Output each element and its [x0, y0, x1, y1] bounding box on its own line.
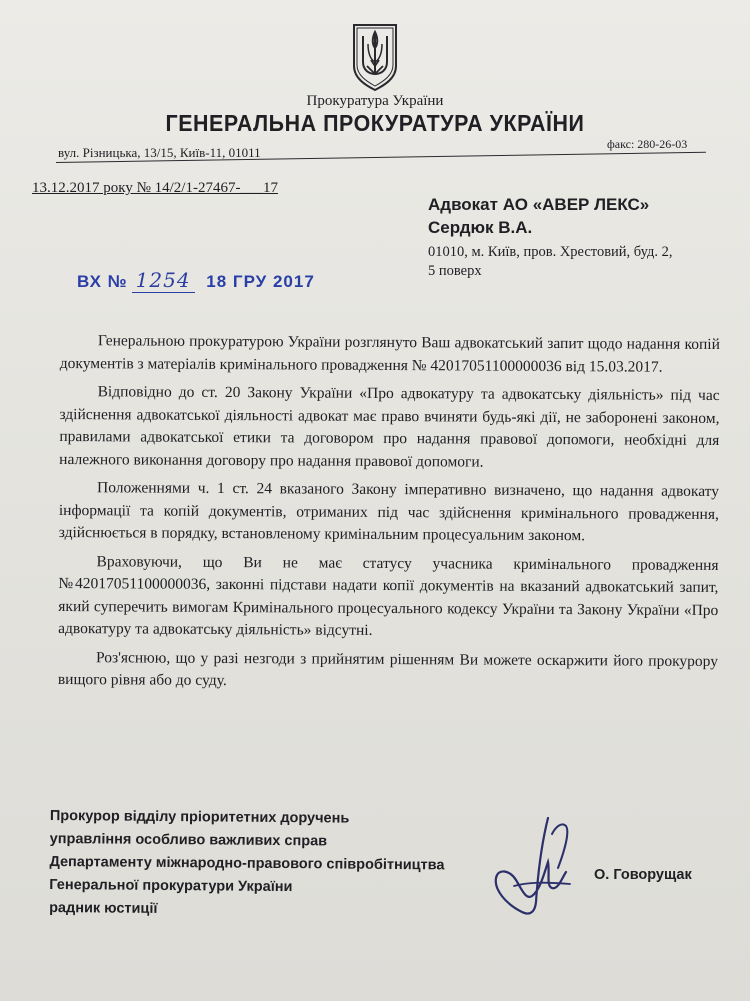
- ministry-subtitle: Прокуратура України: [306, 93, 444, 109]
- handwritten-signature-icon: [486, 812, 596, 922]
- body-paragraph: Враховуючи, що Ви не має статусу учасника кримінального провадження №42017051100000036, законні підстави надати копії документів на вказаний адвокатський запит, який суперечить вимогам Кримінального процесуального кодексу України та Закону України «Про адвокатуру та адвокатську діяльність» відсутні.: [58, 552, 719, 639]
- recipient-line-1: Адвокат АО «АВЕР ЛЕКС»: [428, 195, 650, 214]
- signatory-line: радник юстиції: [49, 899, 158, 917]
- recipient-line-2: Сердюк В.А.: [428, 218, 533, 237]
- reference-number: 13.12.2017 року № 14/2/1-27467-___17: [32, 180, 278, 196]
- body-paragraph: Відповідно до ст. 20 Закону України «Про адвокатуру та адвокатську діяльність» під час здійснення адвокатської діяльності адвокат має право вчиняти будь-які дії, не заборонені законом, правилами адвокатської етики та договором про надання правової допомоги, необхідні для належного виконання договору про надання правової допомоги.: [59, 383, 720, 471]
- body-paragraph: Генеральною прокуратурою України розглянуто Ваш адвокатський запит щодо надання копій документів з матеріалів кримінального провадження № 42017051100000036 від 15.03.2017.: [59, 332, 720, 376]
- recipient-floor: 5 поверх: [428, 263, 482, 279]
- fax-number: факс: 280-26-03: [607, 137, 688, 151]
- ministry-title: ГЕНЕРАЛЬНА ПРОКУРАТУРА УКРАЇНИ: [165, 110, 585, 136]
- signer-name: О. Говорущак: [594, 867, 692, 883]
- stamp-date: 18 ГРУ 2017: [206, 272, 315, 291]
- body-paragraph: Положеннями ч. 1 ст. 24 вказаного Закону імперативно визначено, що надання адвокату інформації та копій документів, отриманих під час здійснення кримінального провадження, здійснюється в порядку, встановленому кримінальним процесуальним законом.: [58, 479, 720, 545]
- stamp-number: 1254: [132, 268, 195, 293]
- signatory-title-block: [49, 805, 445, 923]
- signatory-line: Департаменту міжнародно-правового співробітництва: [49, 853, 445, 874]
- office-address: вул. Різницька, 13/15, Київ-11, 01011: [58, 145, 261, 160]
- signatory-line: Генеральної прокуратури України: [49, 876, 293, 896]
- body-paragraph: Роз'яснюю, що у разі незгоди з прийнятим рішенням Ви можете оскаржити його прокурору вищого рівня або до суду.: [57, 648, 719, 690]
- signatory-line: Прокурор відділу пріоритетних доручень: [49, 807, 350, 827]
- recipient-address: 01010, м. Київ, пров. Хрестовий, буд. 2,: [428, 244, 673, 260]
- signatory-line: управління особливо важливих справ: [49, 830, 328, 850]
- trident-coat-of-arms-icon: [351, 22, 399, 92]
- letter-body: [58, 330, 720, 702]
- stamp-prefix: ВХ №: [77, 272, 128, 291]
- incoming-stamp: [77, 268, 315, 293]
